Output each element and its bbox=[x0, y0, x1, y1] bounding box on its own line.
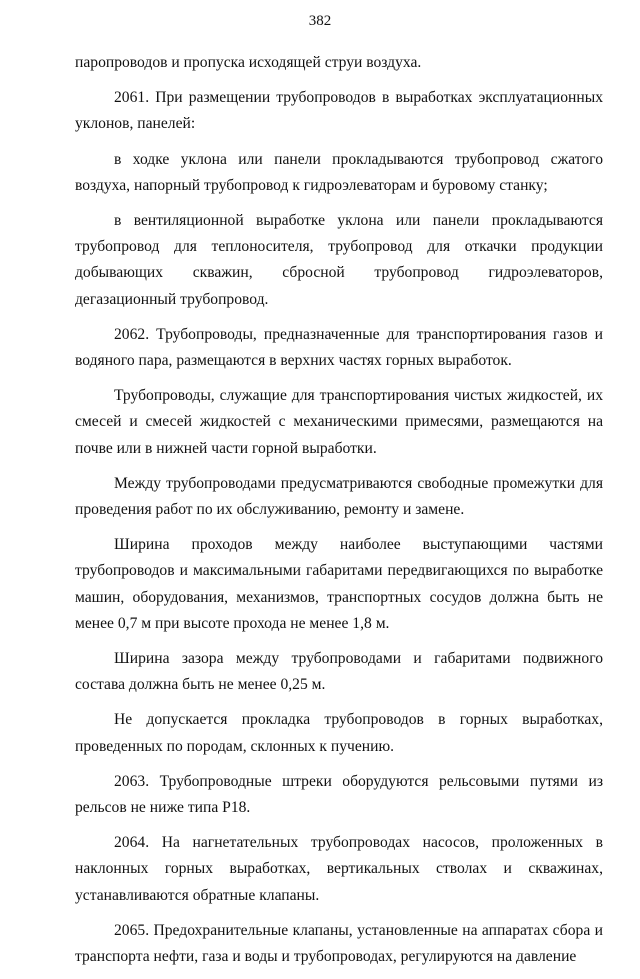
paragraph-2062-clearance: Ширина зазора между трубопроводами и габаритами подвижного состава должна быть не менее 0,25 м. bbox=[75, 650, 603, 694]
paragraph-continuation: паропроводов и пропуска исходящей струи воздуха. bbox=[75, 54, 422, 71]
paragraph-2061: 2061. При размещении трубопроводов в выработках эксплуатационных уклонов, панелей: bbox=[75, 89, 603, 133]
paragraph-2062-liquids: Трубопроводы, служащие для транспортирования чистых жидкостей, их смесей и смесей жидкостей с механическими примесями, размещаются на почве или в нижней части горной выработки. bbox=[75, 387, 603, 457]
paragraph-2061-item-1: в ходке уклона или панели прокладываются трубопровод сжатого воздуха, напорный трубопровод к гидроэлеваторам и буровому станку; bbox=[75, 150, 603, 194]
paragraph-2062: 2062. Трубопроводы, предназначенные для транспортирования газов и водяного пара, размещаются в верхних частях горных выработок. bbox=[75, 325, 603, 370]
paragraph-2061-item-2: в вентиляционной выработке уклона или панели прокладываются трубопровод для теплоносителя, трубопровод для откачки продукции добывающих скважин, сбросной трубопровод гидроэлеваторов, дегазационный трубопровод. bbox=[75, 212, 603, 308]
paragraph-2062-passage-width: Ширина проходов между наиболее выступающими частями трубопроводов и максимальными габаритами передвигающихся по выработке машин, оборудования, механизмов, транспортных сосудов должна быть не менее 0,7 м при высоте прохода не менее 1,8 м. bbox=[75, 536, 603, 632]
paragraph-2065: 2065. Предохранительные клапаны, установленные на аппаратах сбора и транспорта нефти, газа и воды и трубопроводах, регулируются на давление bbox=[75, 921, 603, 966]
page-number: 382 bbox=[308, 13, 332, 29]
paragraph-2063: 2063. Трубопроводные штреки оборудуются рельсовыми путями из рельсов не ниже типа Р18. bbox=[75, 772, 603, 817]
document-body bbox=[75, 50, 603, 979]
paragraph-2062-prohibition: Не допускается прокладка трубопроводов в горных выработках, проведенных по породам, склонных к пучению. bbox=[75, 711, 603, 755]
paragraph-2062-gaps: Между трубопроводами предусматриваются свободные промежутки для проведения работ по их обслуживанию, ремонту и замене. bbox=[75, 474, 603, 519]
paragraph-2064: 2064. На нагнетательных трубопроводах насосов, проложенных в наклонных горных выработках, вертикальных стволах и скважинах, устанавливаются обратные клапаны. bbox=[75, 834, 603, 904]
